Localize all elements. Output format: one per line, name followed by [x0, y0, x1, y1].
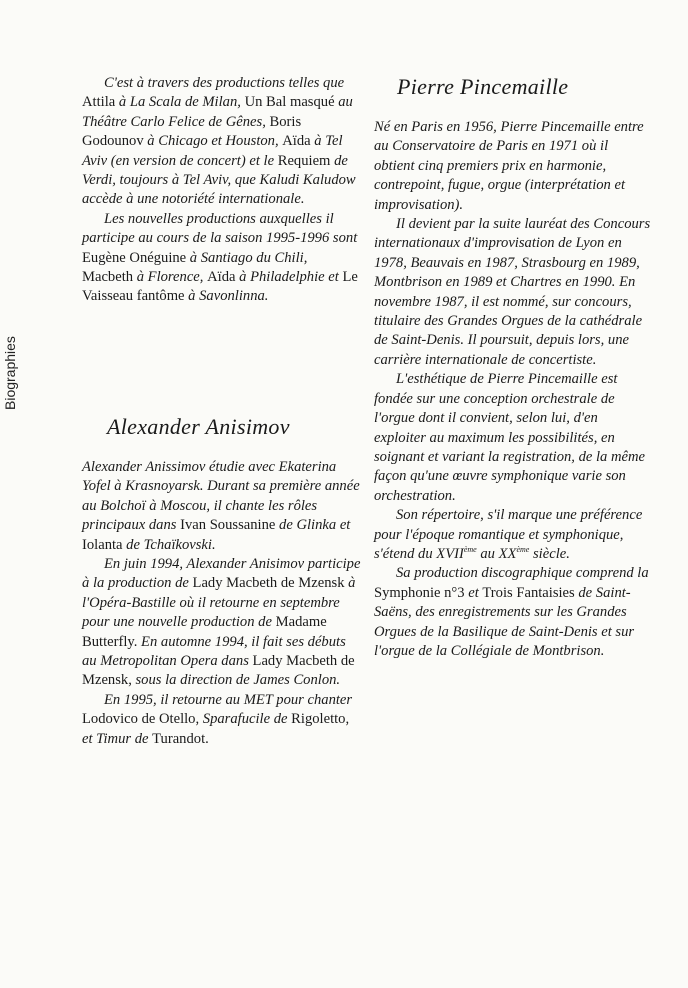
section-side-label: Biographies [2, 336, 18, 410]
left-paragraph-1: C'est à travers des productions telles que Attila à La Scala de Milan, Un Bal masqué au Théâtre Carlo Felice de Gênes, Boris Godounov à Chicago et Houston, Aïda à Tel Aviv (en version de concert) et le Requiem de Verdi, toujours à Tel Aviv, que Kaludi Kaludow accède à une notoriété internationale. [82, 75, 356, 208]
pincemaille-paragraph-5: Sa production discographique comprend la Symphonie n°3 et Trois Fantaisies de Saint-Saëns, des enregistrements sur les Grandes Orgues de la Basilique de Saint-Denis et sur l'orgue de la Collégiale de Montbrison. [374, 565, 649, 659]
pincemaille-paragraph-4: Son répertoire, s'il marque une préférence pour l'époque romantique et symphonique, s'étend du XVIIème au XXème siècle. [374, 507, 643, 562]
heading-alexander-anisimov: Alexander Anisimov [107, 414, 290, 439]
pincemaille-paragraph-2: Il devient par la suite lauréat des Concours internationaux d'improvisation de Lyon en 1978, Beauvais en 1987, Strasbourg en 1989, Montbrison en 1989 et Chartres en 1990. En novembre 1987, il est nommé, sur concours, titulaire des Grandes Orgues de la cathédrale de Saint-Denis. Il poursuit, depuis lors, une carrière internationale de concertiste. [374, 216, 651, 368]
heading-pierre-pincemaille: Pierre Pincemaille [397, 74, 569, 99]
anisimov-paragraph-3: En 1995, il retourne au MET pour chanter Lodovico de Otello, Sparafucile de Rigoletto, et Timur de Turandot. [82, 691, 353, 747]
right-column-pincemaille [374, 118, 652, 661]
pincemaille-paragraph-3: L'esthétique de Pierre Pincemaille est fondée sur une conception orchestrale de l'orgue dont il convient, selon lui, d'en exploiter au maximum les possibilités, en soignant et variant la registration, de la même façon qu'une œuvre symphonique varie son orchestration. [374, 371, 646, 504]
anisimov-paragraph-1: Alexander Anissimov étudie avec Ekaterina Yofel à Krasnoyarsk. Durant sa première année au Bolchoï à Moscou, il chante les rôles principaux dans Ivan Soussanine de Glinka et Iolanta de Tchaïkovski. [82, 459, 360, 553]
pincemaille-paragraph-1: Né en Paris en 1956, Pierre Pincemaille entre au Conservatoire de Paris en 1971 où il obtient cinq premiers prix en harmonie, contrepoint, fugue, orgue (interprétation et improvisation). [374, 119, 644, 213]
anisimov-paragraph-2: En juin 1994, Alexander Anisimov participe à la production de Lady Macbeth de Mzensk à l'Opéra-Bastille où il retourne en septembre pour une nouvelle production de Madame Butterfly. En automne 1994, il fait ses débuts au Metropolitan Opera dans Lady Macbeth de Mzensk, sous la direction de James Conlon. [82, 556, 361, 689]
left-column-intro [82, 74, 360, 307]
left-column-anisimov [82, 458, 362, 749]
left-paragraph-2: Les nouvelles productions auxquelles il participe au cours de la saison 1995-1996 sont Eugène Onéguine à Santiago du Chili, Macbeth à Florence, Aïda à Philadelphie et Le Vaisseau fantôme à Savonlinna. [82, 210, 358, 305]
